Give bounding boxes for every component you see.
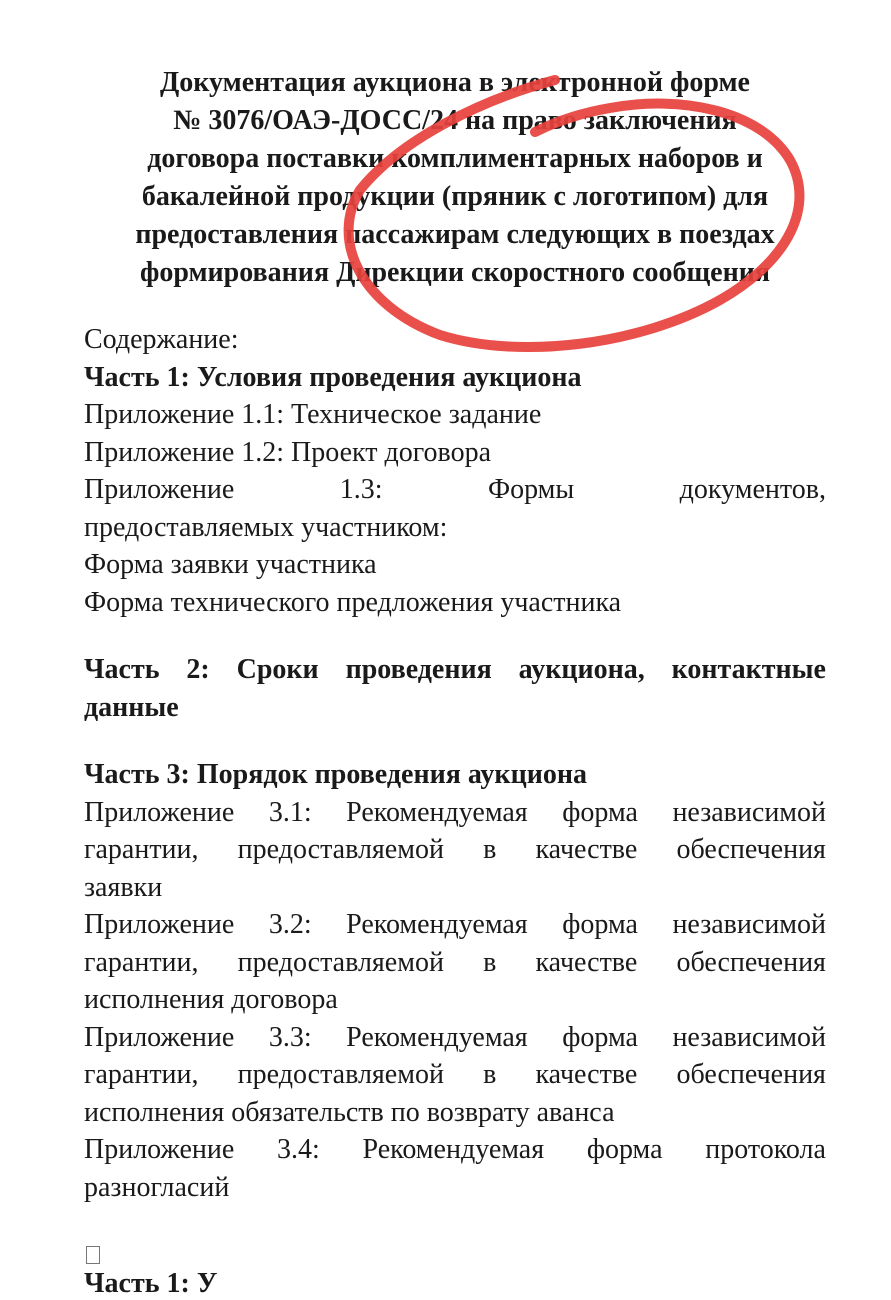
form-application: Форма заявки участника [84, 549, 377, 580]
word: Приложение [84, 909, 235, 940]
word: качестве [535, 834, 638, 865]
form-technical-proposal: Форма технического предложения участника [84, 586, 622, 618]
part2-heading-continuation: данные [84, 691, 179, 723]
word: гарантии, [84, 946, 199, 978]
word: аукциона, [518, 654, 645, 685]
word: Рекомендуемая [346, 796, 528, 828]
word: протокола [705, 1134, 826, 1165]
word: предоставляемой [237, 834, 444, 865]
word: гарантии, [84, 834, 199, 865]
appendix-1-2: Приложение 1.2: Проект договора [84, 436, 492, 468]
placeholder-box-icon [86, 1246, 100, 1264]
word: независимой [672, 909, 826, 940]
appendix-3-2-line [84, 906, 826, 944]
word: Приложение [84, 1021, 235, 1053]
word: форма [586, 1134, 663, 1165]
spacer [84, 621, 826, 651]
word: форма [562, 1021, 638, 1053]
title-line: договора поставки комплиментарных наборов и [147, 143, 763, 174]
table-of-contents [84, 321, 826, 1206]
word: проведения [345, 654, 492, 685]
word: предоставляемой [237, 1059, 444, 1090]
word: обеспечения [676, 834, 826, 865]
word: обеспечения [676, 1059, 826, 1090]
word: 3.3: [268, 1021, 312, 1053]
word: контактные [671, 654, 826, 685]
contents-label: Содержание: [84, 324, 239, 355]
title-line: № 3076/ОАЭ-ДОСС/24 на право заключения [173, 105, 737, 136]
appendix-3-4-line: разногласий [84, 1171, 230, 1203]
word: документов, [679, 474, 826, 505]
appendix-3-3-line: исполнения обязательств по возврату аванса [84, 1096, 615, 1128]
word: в [483, 1059, 497, 1090]
word: Рекомендуемая [346, 1021, 528, 1053]
part3-heading: Часть 3: Порядок проведения аукциона [84, 759, 587, 790]
word: 2: [186, 654, 210, 685]
word: Формы [487, 474, 575, 505]
word: форма [562, 796, 638, 828]
appendix-3-3-line [84, 1056, 826, 1094]
title-line: формирования Дирекции скоростного сообщения [139, 257, 771, 288]
word: в [483, 834, 497, 865]
appendix-3-1-line [84, 831, 826, 869]
word: качестве [535, 946, 638, 978]
word: Сроки [236, 654, 319, 685]
appendix-3-4-line [84, 1131, 826, 1169]
word: 1.3: [339, 474, 383, 505]
title-line: Документация аукциона в электронной форме [160, 67, 750, 98]
word: 3.4: [277, 1134, 320, 1165]
word: Рекомендуемая [362, 1134, 545, 1165]
word: Часть [84, 654, 160, 685]
word: форма [562, 909, 638, 940]
title-line: предоставления пассажирам следующих в поездах [135, 219, 775, 250]
appendix-3-2-line [84, 944, 826, 982]
word: качестве [535, 1059, 638, 1090]
word: обеспечения [676, 946, 826, 978]
word: независимой [672, 796, 826, 828]
title-line: бакалейной продукции (пряник с логотипом) для [141, 181, 769, 212]
word: Рекомендуемая [346, 909, 528, 940]
appendix-1-1: Приложение 1.1: Техническое задание [84, 399, 542, 430]
appendix-3-3-line [84, 1019, 826, 1057]
word: Приложение [84, 474, 235, 505]
spacer [84, 726, 826, 756]
word: 3.2: [268, 909, 312, 940]
word: Приложение [84, 1134, 235, 1165]
part2-heading [84, 651, 826, 689]
appendix-3-2-line: исполнения договора [84, 984, 338, 1015]
appendix-1-3 [84, 471, 826, 509]
word: предоставляемой [237, 946, 444, 978]
word: гарантии, [84, 1059, 199, 1090]
appendix-3-1-line [84, 794, 826, 832]
cutoff-heading: Часть 1: У [84, 1268, 218, 1299]
part1-heading: Часть 1: Условия проведения аукциона [84, 361, 582, 393]
appendix-1-3-continuation: предоставляемых участником: [84, 511, 448, 543]
word: в [483, 946, 497, 978]
word: независимой [672, 1021, 826, 1053]
word: Приложение [84, 796, 235, 828]
document-title [84, 64, 826, 292]
word: 3.1: [268, 796, 312, 828]
appendix-3-1-line: заявки [84, 871, 163, 903]
